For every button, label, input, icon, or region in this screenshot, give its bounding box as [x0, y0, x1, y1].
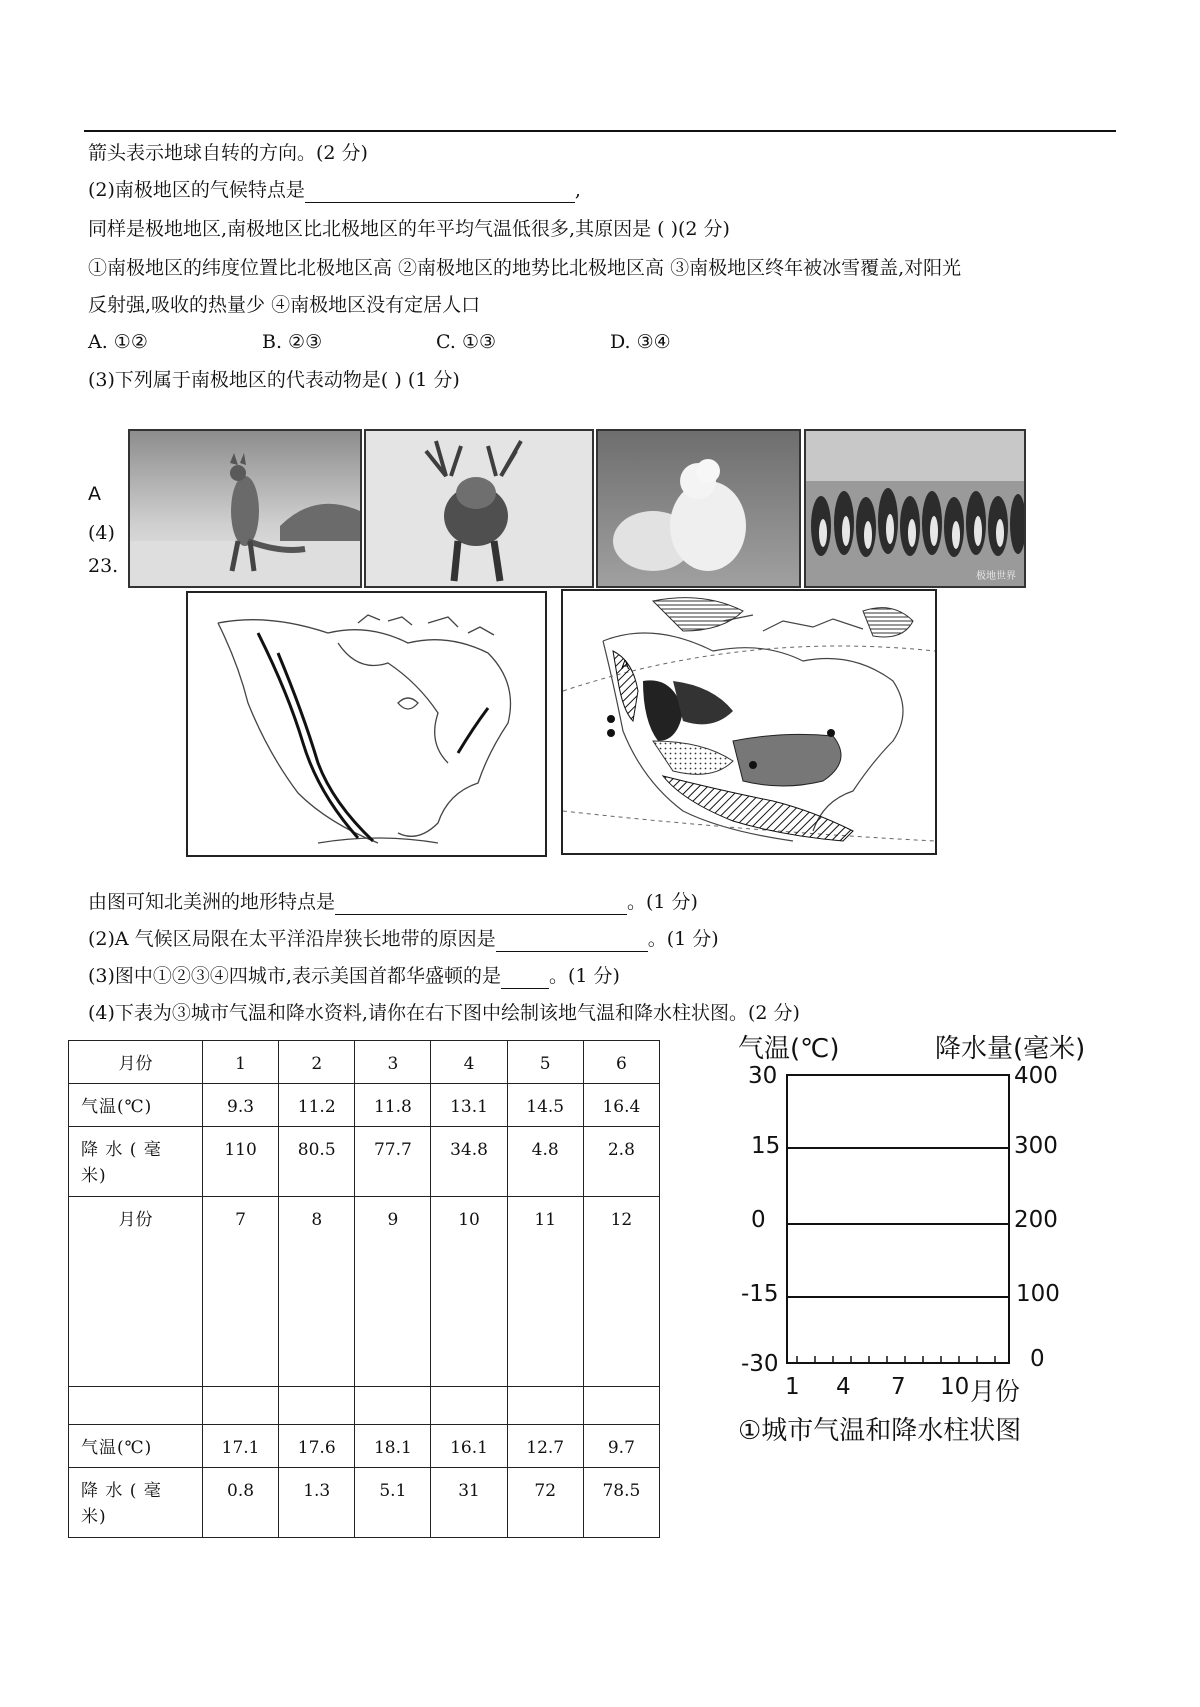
question-23-2-text: (2)A 气候区局限在太平洋沿岸狭长地带的原因是 — [88, 928, 496, 950]
question-2-text: (2)南极地区的气候特点是 — [88, 179, 305, 201]
right-tick-label: 400 — [1014, 1063, 1058, 1089]
question-3-text: (3)下列属于南极地区的代表动物是( ) (1 分) — [88, 369, 460, 391]
map-label-a: A — [621, 658, 630, 672]
precipitation-header — [69, 1127, 203, 1197]
month-cell: 9 — [355, 1197, 431, 1387]
right-tick-label: 0 — [1030, 1346, 1045, 1372]
month-cell: 6 — [583, 1041, 659, 1084]
left-tick-label: 30 — [748, 1063, 778, 1089]
option-d: D. ③④ — [610, 331, 671, 353]
question-23-1-line — [88, 889, 698, 915]
option-c: C. ①③ — [436, 331, 497, 353]
top-rule — [84, 130, 1116, 132]
text-line-3: 同样是极地地区,南极地区比北极地区的年平均气温低很多,其原因是 ( )(2 分) — [88, 218, 730, 240]
precipitation-cell: 78.5 — [583, 1468, 659, 1538]
table-row — [69, 1127, 660, 1197]
answer-blank-climate[interactable] — [305, 180, 575, 203]
empty-cell — [355, 1387, 431, 1425]
empty-cell — [431, 1387, 507, 1425]
temperature-cell: 13.1 — [431, 1084, 507, 1127]
question-23-3-text: (3)图中①②③④四城市,表示美国首都华盛顿的是 — [88, 965, 501, 987]
table-row — [69, 1468, 660, 1538]
answer-blank-reason[interactable] — [496, 929, 648, 952]
left-tick-label: 15 — [751, 1133, 781, 1159]
precipitation-cell: 34.8 — [431, 1127, 507, 1197]
temperature-cell: 17.6 — [279, 1425, 355, 1468]
chart-left-title: 气温(℃) — [738, 1034, 840, 1064]
text-line-5: 反射强,吸收的热量少 ④南极地区没有定居人口 — [88, 294, 481, 316]
month-cell: 11 — [507, 1197, 583, 1387]
right-tick-label: 200 — [1014, 1207, 1058, 1233]
text-line-1: 箭头表示地球自转的方向。(2 分) — [88, 142, 368, 164]
precipitation-header-a: 降 水 ( 毫 — [81, 1481, 162, 1501]
arctic-fox-photo — [596, 429, 801, 588]
precipitation-cell: 0.8 — [203, 1468, 279, 1538]
label-a: A — [88, 483, 101, 505]
precipitation-cell: 72 — [507, 1468, 583, 1538]
question-23-3-end: 。(1 分) — [548, 965, 620, 987]
precipitation-cell: 80.5 — [279, 1127, 355, 1197]
temperature-cell: 18.1 — [355, 1425, 431, 1468]
temperature-cell: 11.2 — [279, 1084, 355, 1127]
question-23-2-line — [88, 926, 719, 952]
north-america-climate-map — [561, 589, 937, 855]
month-cell: 12 — [583, 1197, 659, 1387]
kangaroo-photo — [128, 429, 362, 588]
precipitation-header-b: 米) — [81, 1507, 107, 1527]
month-cell: 4 — [431, 1041, 507, 1084]
month-cell: 7 — [203, 1197, 279, 1387]
photo-watermark: 极地世界 — [976, 571, 1016, 582]
label-23: 23. — [88, 555, 119, 577]
month-header: 月份 — [69, 1197, 203, 1387]
temperature-cell: 14.5 — [507, 1084, 583, 1127]
text-line-4: ①南极地区的纬度位置比北极地区高 ②南极地区的地势比北极地区高 ③南极地区终年被冰雪覆盖,对阳光 — [88, 257, 962, 279]
temperature-cell: 12.7 — [507, 1425, 583, 1468]
table-row — [69, 1084, 660, 1127]
question-2-line — [88, 177, 581, 203]
empty-cell — [203, 1387, 279, 1425]
question-23-1-end: 。(1 分) — [627, 891, 698, 913]
table-row — [69, 1387, 660, 1425]
precipitation-cell: 4.8 — [507, 1127, 583, 1197]
temperature-cell: 11.8 — [355, 1084, 431, 1127]
left-tick-label: 0 — [751, 1207, 766, 1233]
month-cell: 1 — [203, 1041, 279, 1084]
answer-blank-terrain[interactable] — [335, 892, 627, 915]
chart-month-ticks — [788, 1076, 1008, 1362]
precipitation-cell: 77.7 — [355, 1127, 431, 1197]
month-cell: 8 — [279, 1197, 355, 1387]
option-a: A. ①② — [88, 331, 148, 353]
month-header: 月份 — [69, 1041, 203, 1084]
climate-data-table — [68, 1040, 660, 1538]
penguins-photo — [804, 429, 1026, 588]
temperature-cell: 9.7 — [583, 1425, 659, 1468]
temperature-header: 气温(℃) — [69, 1425, 203, 1468]
month-cell: 10 — [431, 1197, 507, 1387]
chart-right-title: 降水量(毫米) — [935, 1034, 1086, 1064]
reindeer-photo — [364, 429, 594, 588]
table-row — [69, 1425, 660, 1468]
question-23-2-end: 。(1 分) — [647, 928, 719, 950]
temperature-cell: 16.1 — [431, 1425, 507, 1468]
question-23-4-text: (4)下表为③城市气温和降水资料,请你在右下图中绘制该地气温和降水柱状图。(2 分) — [88, 1002, 800, 1024]
precipitation-header-a: 降 水 ( 毫 — [81, 1140, 162, 1160]
right-tick-label: 100 — [1016, 1281, 1060, 1307]
month-cell: 5 — [507, 1041, 583, 1084]
x-tick-label: 4 — [836, 1374, 851, 1400]
precipitation-header — [69, 1468, 203, 1538]
precipitation-cell: 1.3 — [279, 1468, 355, 1538]
temperature-header: 气温(℃) — [69, 1084, 203, 1127]
x-tick-label: 10 — [940, 1374, 970, 1400]
right-tick-label: 300 — [1014, 1133, 1058, 1159]
month-cell: 2 — [279, 1041, 355, 1084]
question-23-3-line — [88, 963, 620, 989]
table-row — [69, 1197, 660, 1387]
month-cell: 3 — [355, 1041, 431, 1084]
option-b: B. ②③ — [262, 331, 323, 353]
x-tick-label: 7 — [891, 1374, 906, 1400]
blank-climate-chart[interactable] — [786, 1074, 1010, 1364]
x-axis-unit: 月份 — [970, 1377, 1021, 1406]
temperature-cell: 16.4 — [583, 1084, 659, 1127]
question-2-end: , — [574, 179, 581, 201]
precipitation-cell: 2.8 — [583, 1127, 659, 1197]
precipitation-cell: 110 — [203, 1127, 279, 1197]
left-tick-label: -30 — [741, 1351, 779, 1377]
empty-cell — [583, 1387, 659, 1425]
table-row — [69, 1041, 660, 1084]
empty-cell — [69, 1387, 203, 1425]
precipitation-cell: 31 — [431, 1468, 507, 1538]
answer-blank-city[interactable] — [501, 966, 549, 989]
empty-cell — [279, 1387, 355, 1425]
x-tick-label: 1 — [785, 1374, 800, 1400]
temperature-cell: 17.1 — [203, 1425, 279, 1468]
precipitation-cell: 5.1 — [355, 1468, 431, 1538]
label-4: (4) — [88, 522, 115, 544]
question-23-1-text: 由图可知北美洲的地形特点是 — [88, 891, 336, 913]
temperature-cell: 9.3 — [203, 1084, 279, 1127]
left-tick-label: -15 — [741, 1281, 779, 1307]
empty-cell — [507, 1387, 583, 1425]
precipitation-header-b: 米) — [81, 1166, 107, 1186]
chart-caption: ①城市气温和降水柱状图 — [738, 1416, 1022, 1446]
north-america-terrain-map — [186, 591, 547, 857]
